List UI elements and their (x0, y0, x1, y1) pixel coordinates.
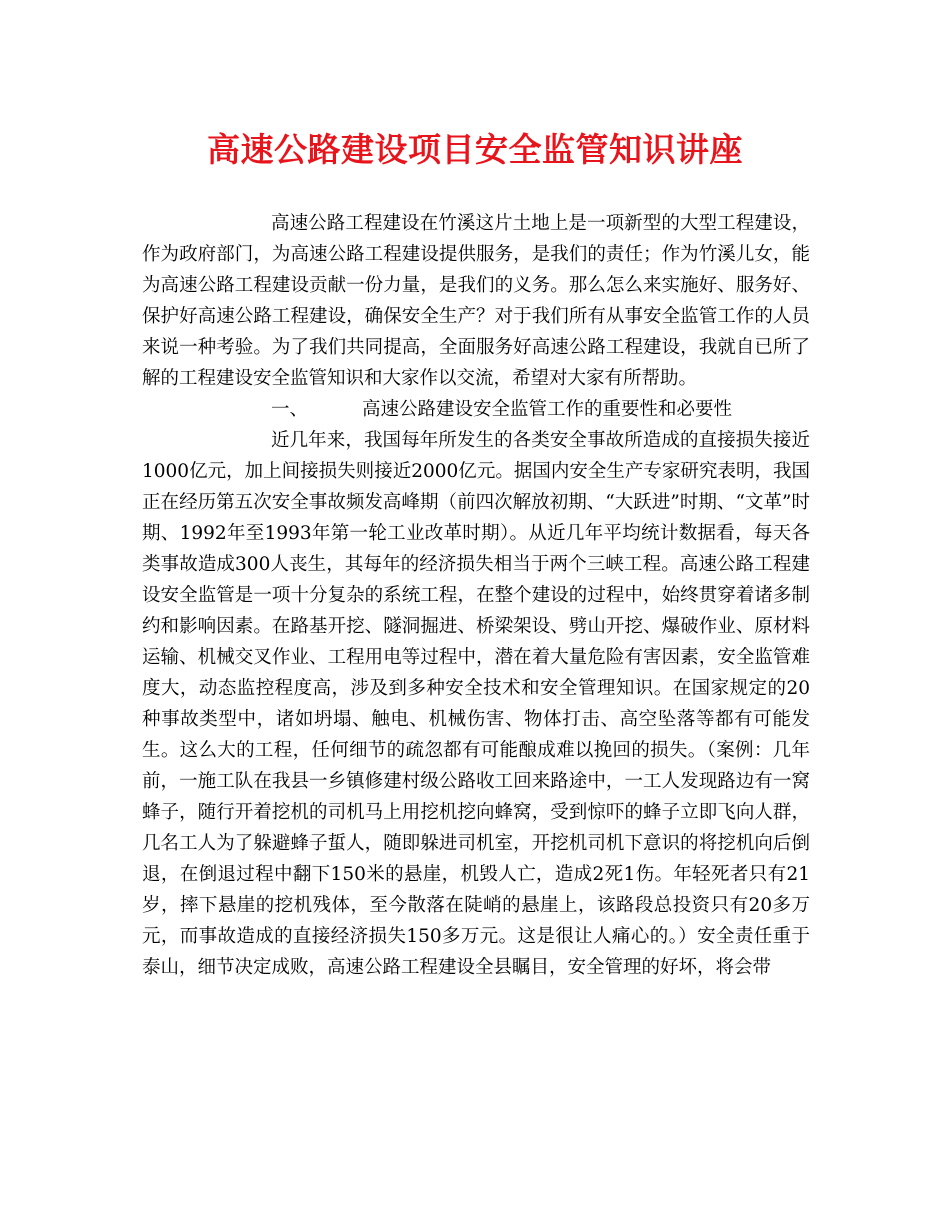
section-heading (142, 394, 810, 425)
body-paragraph: 近几年来，我国每年所发生的各类安全事故所造成的直接损失接近1000亿元，加上间接损失则接近2000亿元。据国内安全生产专家研究表明，我国正在经历第五次安全事故频发高峰期（前四次解放初期、“大跃进”时期、“文革”时期、1992年至1993年第一轮工业改革时期）。从近几年平均统计数据看，每天各类事故造成300人丧生，其每年的经济损失相当于两个三峡工程。高速公路工程建设安全监管是一项十分复杂的系统工程，在整个建设的过程中，始终贯穿着诸多制约和影响因素。在路基开挖、隧洞掘进、桥梁架设、劈山开挖、爆破作业、原材料运输、机械交叉作业、工程用电等过程中，潜在着大量危险有害因素，安全监管难度大，动态监控程度高，涉及到多种安全技术和安全管理知识。在国家规定的20种事故类型中，诸如坍塌、触电、机械伤害、物体打击、高空坠落等都有可能发生。这么大的工程，任何细节的疏忽都有可能酿成难以挽回的损失。（案例：几年前，一施工队在我县一乡镇修建村级公路收工回来路途中，一工人发现路边有一窝蜂子，随行开着挖机的司机马上用挖机挖向蜂窝，受到惊吓的蜂子立即飞向人群，几名工人为了躲避蜂子蜇人，随即躲进司机室，开挖机司机下意识的将挖机向后倒退，在倒退过程中翻下150米的悬崖，机毁人亡，造成2死1伤。年轻死者只有21岁，摔下悬崖的挖机残体，至今散落在陡峭的悬崖上，该路段总投资只有20多万元，而事故造成的直接经济损失150多万元。这是很让人痛心的。）安全责任重于泰山，细节决定成败，高速公路工程建设全县瞩目，安全管理的好坏，将会带 (142, 430, 810, 978)
document-body (142, 208, 810, 983)
section-number: 一、 (271, 399, 309, 420)
intro-paragraph: 高速公路工程建设在竹溪这片土地上是一项新型的大型工程建设，作为政府部门，为高速公路工程建设提供服务，是我们的责任；作为竹溪儿女，能为高速公路工程建设贡献一份力量，是我们的义务。那么怎么来实施好、服务好、保护好高速公路工程建设，确保安全生产？对于我们所有从事安全监管工作的人员来说一种考验。为了我们共同提高，全面服务好高速公路工程建设，我就自已所了解的工程建设安全监管知识和大家作以交流，希望对大家有所帮助。 (142, 213, 810, 389)
document-title: 高速公路建设项目安全监管知识讲座 (207, 130, 743, 169)
section-title: 高速公路建设安全监管工作的重要性和必要性 (362, 399, 733, 420)
